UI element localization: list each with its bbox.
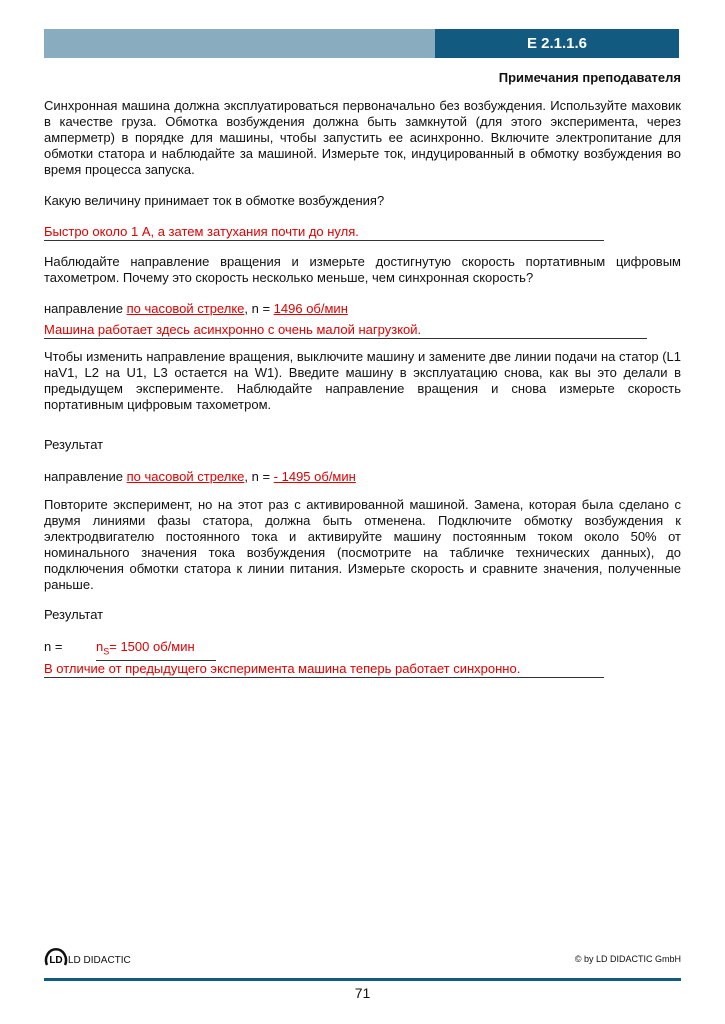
result-3 [44, 639, 681, 661]
ns-value [96, 639, 216, 661]
result-label-1: Результат [44, 437, 104, 452]
n-value: 1496 об/мин [273, 301, 348, 316]
n-value: - 1495 об/мин [273, 469, 356, 484]
ns-subscript: S [103, 646, 110, 657]
n-value: = 1500 об/мин [109, 639, 195, 654]
answer-1: Быстро около 1 А, а затем затухания почти до нуля. [44, 224, 604, 241]
answer-2: Машина работает здесь асинхронно с очень малой нагрузкой. [44, 322, 647, 339]
result-2 [44, 469, 681, 485]
ld-logo-icon [44, 941, 68, 967]
result-1 [44, 301, 681, 317]
copyright: © by LD DIDACTIC GmbH [574, 954, 681, 964]
n-label: , n = [244, 301, 274, 316]
paragraph-2: Наблюдайте направление вращения и измерьте достигнутую скорость портативным цифровым тахометром. Почему это скорость несколько меньше, чем синхронная скорость? [44, 254, 681, 285]
header-bar [44, 29, 435, 58]
answer-3: В отличие от предыдущего эксперимента машина теперь работает синхронно. [44, 661, 604, 678]
direction-value: по часовой стрелке [126, 301, 245, 316]
svg-text:LD: LD [49, 955, 63, 966]
answer-1-row [44, 224, 681, 241]
paragraph-4: Повторите эксперимент, но на этот раз с активированной машиной. Замена, которая была сделано с двумя линиями фазы статора, должна быть отменена. Подключите обмотку возбуждения к электродвигателю постоянного тока и активируйте машину постоянным током около 50% от номинального значения тока возбуждения (посмотрите на табличке технических данных), до подключения обмотки статора к линии питания. Измерьте скорость и сравните значения, полученные раньше. [44, 497, 681, 592]
ns-symbol: n [96, 639, 104, 654]
section-title: Примечания преподавателя [498, 70, 681, 85]
direction-label: направление [44, 469, 127, 484]
direction-value: по часовой стрелке [126, 469, 245, 484]
ld-didactic-logo [44, 941, 131, 967]
paragraph-1: Синхронная машина должна эксплуатироваться первоначально без возбуждения. Используйте маховик в качестве груза. Обмотка возбуждения должна быть замкнутой (для этого эксперимента, через амперметр) в порядке для машины, чтобы запустить ее асинхронно. Включите электропитание для обмотки статора и наблюдайте за машиной. Измерьте ток, индуцированный в обмотку возбуждения во время процесса запуска. [44, 98, 681, 177]
footer-divider [44, 978, 681, 981]
answer-2-row [44, 322, 681, 339]
logo-text: LD DIDACTIC [68, 955, 131, 966]
question-1: Какую величину принимает ток в обмотке возбуждения? [44, 193, 385, 208]
answer-3-row [44, 661, 681, 678]
paragraph-3: Чтобы изменить направление вращения, выключите машину и замените две линии подачи на статор (L1 наV1, L2 на U1, L3 остается на W1). Введите машину в эксплуатацию снова, как вы это делали в предыдущем эксперименте. Наблюдайте направление вращения и снова измерьте скорость портативным цифровым тахометром. [44, 349, 681, 412]
direction-label: направление [44, 301, 127, 316]
page-number: 71 [354, 985, 371, 1001]
experiment-code: E 2.1.1.6 [435, 29, 679, 58]
n-label: , n = [244, 469, 274, 484]
n-label: n = [44, 639, 63, 654]
result-label-2: Результат [44, 607, 104, 622]
